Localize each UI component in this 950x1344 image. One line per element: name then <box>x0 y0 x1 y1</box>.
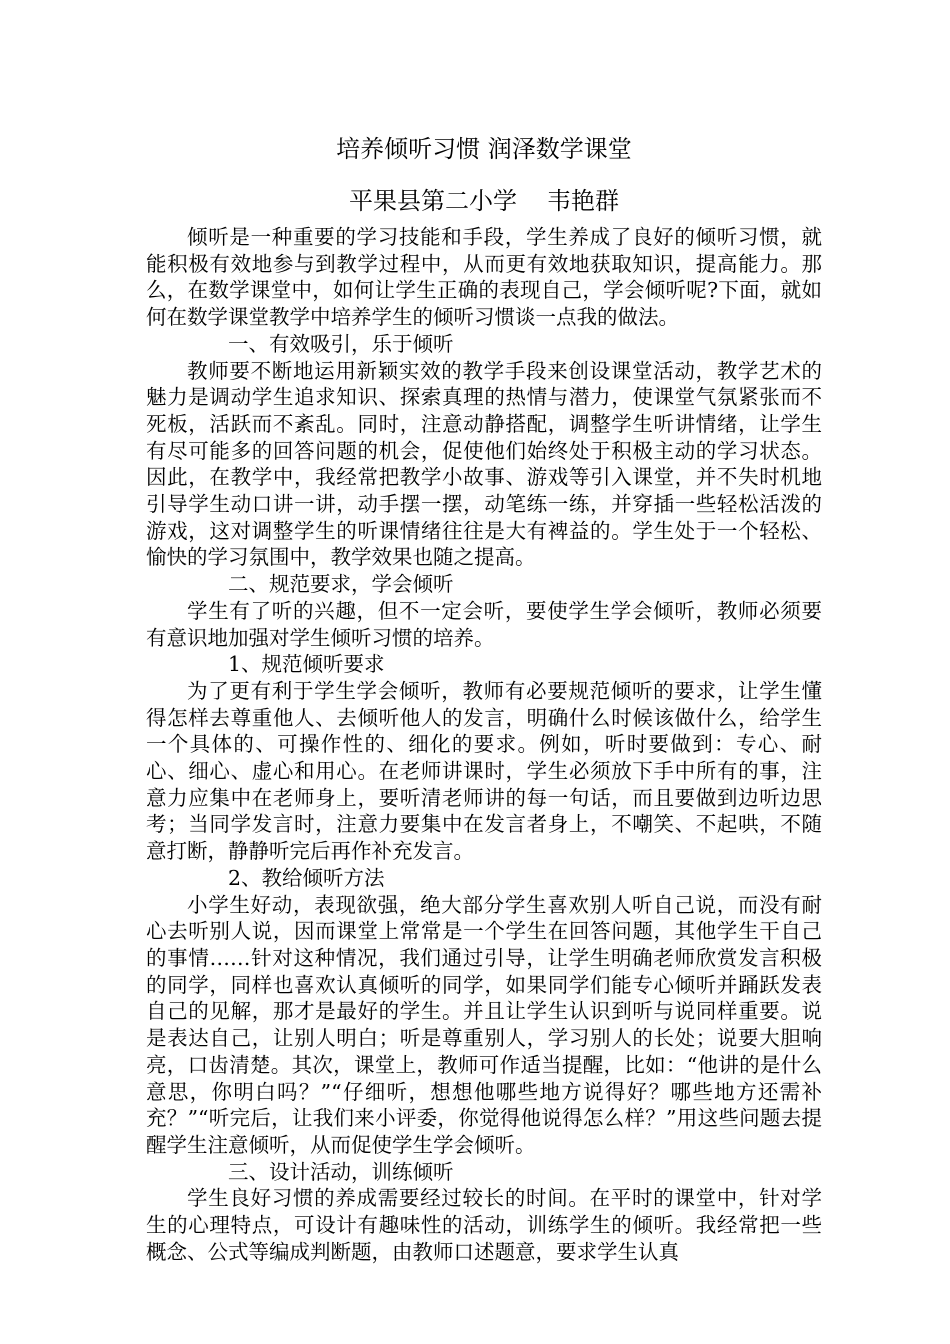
paragraph: 学生有了听的兴趣，但不一定会听，要使学生学会倾听，教师必须要有意识地加强对学生倾听习惯的培养。 <box>146 598 822 650</box>
heading-text: 规范要求，学会倾听 <box>269 572 454 597</box>
heading-number: 1、 <box>228 652 262 677</box>
author-name: 韦艳群 <box>547 187 619 215</box>
paragraph: 教师要不断地运用新颖实效的教学手段来创设课堂活动，教学艺术的魅力是调动学生追求知识、探索真理的热情与潜力，使课堂气氛紧张而不死板，活跃而不紊乱。同时，注意动静搭配，调整学生听讲情绪，让学生有尽可能多的回答问题的机会，促使他们始终处于积极主动的学习状态。因此，在教学中，我经常把教学小故事、游戏等引入课堂，并不失时机地引导学生动口讲一讲，动手摆一摆，动笔练一练，并穿插一些轻松活泼的游戏，这对调整学生的听课情绪往往是大有裨益的。学生处于一个轻松、愉快的学习氛围中，教学效果也随之提高。 <box>146 358 822 570</box>
document-page <box>146 132 822 1265</box>
heading-text: 教给倾听方法 <box>261 865 385 890</box>
subsection-heading <box>146 865 822 892</box>
heading-number: 二、 <box>228 572 269 597</box>
author-line <box>146 184 822 218</box>
document-body <box>146 224 822 1265</box>
heading-number: 2、 <box>228 865 262 890</box>
paragraph: 倾听是一种重要的学习技能和手段，学生养成了良好的倾听习惯，就能积极有效地参与到教学过程中，从而更有效地获取知识，提高能力。那么，在数学课堂中，如何让学生正确的表现自己，学会倾听呢?下面，就如何在数学课堂教学中培养学生的倾听习惯谈一点我的做法。 <box>146 225 822 330</box>
subsection-heading <box>146 651 822 678</box>
document-title: 培养倾听习惯 润泽数学课堂 <box>336 135 632 163</box>
heading-number: 三、 <box>228 1159 269 1184</box>
heading-text: 规范倾听要求 <box>261 652 385 677</box>
paragraph: 为了更有利于学生学会倾听，教师有必要规范倾听的要求，让学生懂得怎样去尊重他人、去倾听他人的发言，明确什么时候该做什么，给学生一个具体的、可操作性的、细化的要求。例如，听时要做到：专心、耐心、细心、虚心和用心。在老师讲课时，学生必须放下手中所有的事，注意力应集中在老师身上，要听清老师讲的每一句话，而且要做到边听边思考；当同学发言时，注意力要集中在发言者身上，不嘲笑、不起哄，不随意打断，静静听完后再作补充发言。 <box>146 678 822 864</box>
section-heading <box>146 331 822 358</box>
author-school: 平果县第二小学 <box>349 187 517 215</box>
heading-number: 一、 <box>228 331 269 356</box>
paragraph: 小学生好动，表现欲强，绝大部分学生喜欢别人听自己说，而没有耐心去听别人说，因而课堂上常常是一个学生在回答问题，其他学生干自己的事情……针对这种情况，我们通过引导，让学生明确老师欣赏发言积极的同学，同样也喜欢认真倾听的同学，如果同学们能专心倾听并踊跃发表自己的见解，那才是最好的学生。并且让学生认识到听与说同样重要。说是表达自己，让别人明白；听是尊重别人，学习别人的长处；说要大胆响亮，口齿清楚。其次，课堂上，教师可作适当提醒，比如：“他讲的是什么意思，你明白吗？”“仔细听，想想他哪些地方说得好？哪些地方还需补充？”“听完后，让我们来小评委，你觉得他说得怎么样？”用这些问题去提醒学生注意倾听，从而促使学生学会倾听。 <box>146 892 822 1157</box>
paragraph: 学生良好习惯的养成需要经过较长的时间。在平时的课堂中，针对学生的心理特点，可设计有趣味性的活动，训练学生的倾听。我经常把一些概念、公式等编成判断题，由教师口述题意，要求学生认真 <box>146 1186 822 1264</box>
section-heading <box>146 1159 822 1186</box>
section-heading <box>146 571 822 598</box>
heading-text: 设计活动，训练倾听 <box>269 1159 454 1184</box>
heading-text: 有效吸引，乐于倾听 <box>269 331 454 356</box>
